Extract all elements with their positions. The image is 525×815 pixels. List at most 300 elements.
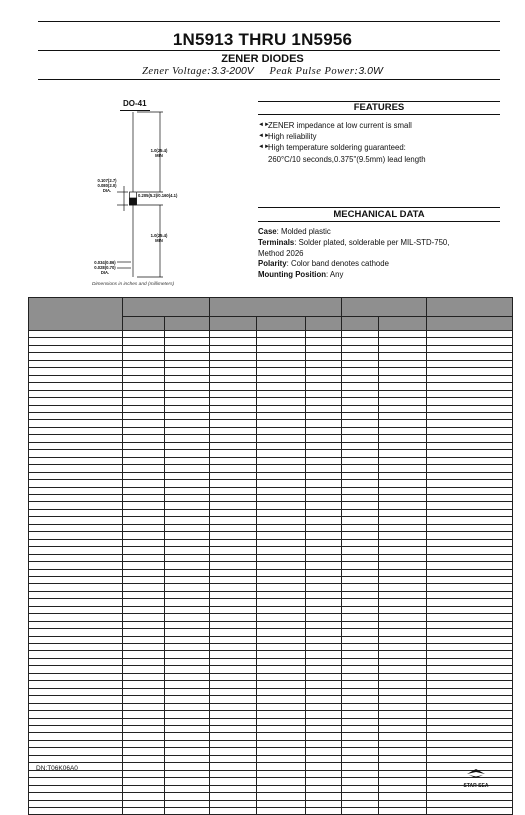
table-cell bbox=[427, 733, 513, 740]
table-row bbox=[29, 808, 513, 815]
table-cell bbox=[123, 696, 165, 703]
table-cell bbox=[379, 368, 427, 375]
table-cell bbox=[427, 368, 513, 375]
table-cell bbox=[306, 427, 342, 434]
table-row bbox=[29, 345, 513, 352]
table-cell bbox=[306, 487, 342, 494]
table-cell bbox=[29, 539, 123, 546]
table-cell bbox=[379, 427, 427, 434]
table-row bbox=[29, 644, 513, 651]
table-cell bbox=[427, 398, 513, 405]
table-cell bbox=[123, 785, 165, 792]
table-header-row bbox=[29, 298, 513, 317]
table-cell bbox=[29, 487, 123, 494]
table-cell bbox=[306, 606, 342, 613]
table-cell bbox=[210, 785, 257, 792]
table-cell bbox=[427, 480, 513, 487]
table-cell bbox=[342, 338, 379, 345]
table-cell bbox=[306, 614, 342, 621]
mech-case: Case: Molded plastic bbox=[258, 227, 331, 236]
table-cell bbox=[342, 465, 379, 472]
table-cell bbox=[165, 457, 210, 464]
table-cell bbox=[123, 584, 165, 591]
table-cell bbox=[123, 808, 165, 815]
table-cell bbox=[379, 629, 427, 636]
table-cell bbox=[123, 331, 165, 338]
table-cell bbox=[379, 591, 427, 598]
table-cell bbox=[342, 793, 379, 800]
table-cell bbox=[210, 480, 257, 487]
table-cell bbox=[306, 778, 342, 785]
mechanical-bottom-rule bbox=[258, 221, 500, 222]
page-title: 1N5913 THRU 1N5956 bbox=[172, 30, 353, 49]
table-cell bbox=[165, 748, 210, 755]
table-cell bbox=[29, 606, 123, 613]
dimension-caption: Dimensions in inches and (millimeters) bbox=[92, 282, 175, 287]
table-cell bbox=[123, 494, 165, 501]
table-cell bbox=[165, 800, 210, 807]
table-cell bbox=[257, 338, 306, 345]
table-cell bbox=[342, 591, 379, 598]
table-cell bbox=[29, 480, 123, 487]
table-cell bbox=[379, 599, 427, 606]
table-cell bbox=[379, 472, 427, 479]
table-cell bbox=[427, 532, 513, 539]
table-cell bbox=[165, 517, 210, 524]
table-cell bbox=[427, 405, 513, 412]
table-cell bbox=[29, 398, 123, 405]
table-cell bbox=[210, 629, 257, 636]
table-cell bbox=[427, 793, 513, 800]
table-cell bbox=[306, 584, 342, 591]
table-cell bbox=[379, 644, 427, 651]
mechanical-heading: MECHANICAL DATA bbox=[333, 209, 425, 220]
table-cell bbox=[123, 435, 165, 442]
table-cell bbox=[342, 420, 379, 427]
table-cell bbox=[210, 808, 257, 815]
table-cell bbox=[257, 442, 306, 449]
table-cell bbox=[306, 435, 342, 442]
voltage-value: 3.3-200V bbox=[211, 65, 254, 77]
table-row bbox=[29, 502, 513, 509]
table-cell bbox=[379, 606, 427, 613]
table-cell bbox=[123, 636, 165, 643]
table-cell bbox=[342, 472, 379, 479]
table-cell bbox=[165, 703, 210, 710]
table-cell bbox=[379, 770, 427, 777]
table-cell bbox=[257, 360, 306, 367]
package-name: DO-41 bbox=[123, 99, 147, 108]
table-cell bbox=[29, 793, 123, 800]
table-cell bbox=[165, 502, 210, 509]
table-cell bbox=[306, 629, 342, 636]
table-cell bbox=[210, 763, 257, 770]
table-cell bbox=[210, 353, 257, 360]
table-cell bbox=[427, 487, 513, 494]
table-cell bbox=[210, 345, 257, 352]
table-cell bbox=[165, 755, 210, 762]
table-cell bbox=[342, 562, 379, 569]
table-cell bbox=[123, 420, 165, 427]
table-cell bbox=[210, 554, 257, 561]
table-cell bbox=[342, 703, 379, 710]
table-cell bbox=[165, 353, 210, 360]
table-cell bbox=[165, 405, 210, 412]
table-cell bbox=[210, 383, 257, 390]
table-cell bbox=[210, 658, 257, 665]
table-cell bbox=[165, 494, 210, 501]
table-cell bbox=[29, 666, 123, 673]
table-cell bbox=[165, 681, 210, 688]
table-cell bbox=[342, 711, 379, 718]
table-cell bbox=[257, 502, 306, 509]
table-cell bbox=[379, 360, 427, 367]
table-cell bbox=[342, 457, 379, 464]
bullet-arrow-icon: ◄► bbox=[258, 122, 270, 128]
table-cell bbox=[29, 755, 123, 762]
table-cell bbox=[165, 599, 210, 606]
table-cell bbox=[306, 636, 342, 643]
table-cell bbox=[123, 614, 165, 621]
table-cell bbox=[427, 509, 513, 516]
table-row bbox=[29, 338, 513, 345]
table-cell bbox=[210, 532, 257, 539]
table-cell bbox=[342, 517, 379, 524]
table-cell bbox=[427, 726, 513, 733]
table-cell bbox=[123, 383, 165, 390]
table-row bbox=[29, 487, 513, 494]
table-cell bbox=[427, 644, 513, 651]
table-cell bbox=[29, 785, 123, 792]
table-row bbox=[29, 368, 513, 375]
table-cell bbox=[342, 450, 379, 457]
table-cell bbox=[29, 360, 123, 367]
table-cell bbox=[306, 390, 342, 397]
table-row bbox=[29, 658, 513, 665]
table-cell bbox=[306, 398, 342, 405]
table-cell bbox=[165, 673, 210, 680]
table-cell bbox=[210, 718, 257, 725]
table-cell bbox=[165, 569, 210, 576]
table-cell bbox=[427, 502, 513, 509]
table-header-cell bbox=[165, 317, 210, 331]
table-cell bbox=[123, 576, 165, 583]
table-row bbox=[29, 606, 513, 613]
table-row bbox=[29, 450, 513, 457]
table-cell bbox=[257, 472, 306, 479]
table-cell bbox=[342, 688, 379, 695]
table-cell bbox=[306, 472, 342, 479]
table-cell bbox=[342, 770, 379, 777]
table-cell bbox=[379, 763, 427, 770]
table-cell bbox=[342, 480, 379, 487]
table-cell bbox=[257, 614, 306, 621]
table-cell bbox=[306, 644, 342, 651]
table-cell bbox=[257, 755, 306, 762]
table-cell bbox=[210, 457, 257, 464]
table-cell bbox=[257, 681, 306, 688]
table-cell bbox=[342, 651, 379, 658]
table-cell bbox=[29, 547, 123, 554]
table-cell bbox=[427, 390, 513, 397]
table-cell bbox=[123, 554, 165, 561]
table-row bbox=[29, 457, 513, 464]
table-cell bbox=[379, 621, 427, 628]
table-cell bbox=[306, 591, 342, 598]
table-row bbox=[29, 576, 513, 583]
table-cell bbox=[123, 629, 165, 636]
table-row bbox=[29, 554, 513, 561]
table-cell bbox=[257, 539, 306, 546]
table-cell bbox=[379, 778, 427, 785]
table-cell bbox=[427, 688, 513, 695]
table-cell bbox=[427, 547, 513, 554]
table-cell bbox=[306, 748, 342, 755]
table-cell bbox=[257, 435, 306, 442]
table-cell bbox=[427, 651, 513, 658]
table-cell bbox=[379, 465, 427, 472]
table-cell bbox=[342, 345, 379, 352]
table-cell bbox=[306, 524, 342, 531]
table-cell bbox=[165, 576, 210, 583]
feature-item: ◄► ZENER impedance at low current is small bbox=[258, 121, 412, 130]
table-cell bbox=[165, 688, 210, 695]
table-cell bbox=[210, 688, 257, 695]
table-cell bbox=[29, 405, 123, 412]
table-cell bbox=[123, 509, 165, 516]
mechanical-top-rule bbox=[258, 207, 500, 208]
table-cell bbox=[257, 651, 306, 658]
table-cell bbox=[257, 688, 306, 695]
table-cell bbox=[29, 450, 123, 457]
table-cell bbox=[427, 606, 513, 613]
table-cell bbox=[257, 420, 306, 427]
table-cell bbox=[210, 360, 257, 367]
table-cell bbox=[165, 778, 210, 785]
table-cell bbox=[306, 405, 342, 412]
table-cell bbox=[257, 554, 306, 561]
table-cell bbox=[342, 502, 379, 509]
table-cell bbox=[379, 390, 427, 397]
table-header-cell bbox=[306, 317, 342, 331]
table-cell bbox=[257, 375, 306, 382]
table-cell bbox=[29, 711, 123, 718]
table-cell bbox=[210, 539, 257, 546]
table-cell bbox=[210, 614, 257, 621]
table-cell bbox=[29, 442, 123, 449]
table-cell bbox=[123, 442, 165, 449]
table-cell bbox=[257, 763, 306, 770]
table-cell bbox=[165, 412, 210, 419]
table-cell bbox=[257, 629, 306, 636]
table-cell bbox=[29, 331, 123, 338]
table-cell bbox=[306, 651, 342, 658]
table-cell bbox=[379, 517, 427, 524]
table-cell bbox=[427, 375, 513, 382]
table-cell bbox=[306, 718, 342, 725]
table-cell bbox=[379, 748, 427, 755]
table-cell bbox=[210, 398, 257, 405]
table-header-cell bbox=[210, 298, 342, 317]
table-cell bbox=[306, 666, 342, 673]
table-cell bbox=[29, 614, 123, 621]
table-cell bbox=[123, 711, 165, 718]
table-cell bbox=[306, 696, 342, 703]
table-cell bbox=[165, 331, 210, 338]
table-cell bbox=[379, 338, 427, 345]
table-cell bbox=[379, 554, 427, 561]
table-cell bbox=[427, 465, 513, 472]
table-cell bbox=[379, 711, 427, 718]
table-cell bbox=[306, 480, 342, 487]
table-row bbox=[29, 740, 513, 747]
table-cell bbox=[257, 405, 306, 412]
table-row bbox=[29, 703, 513, 710]
table-cell bbox=[257, 532, 306, 539]
table-cell bbox=[342, 331, 379, 338]
table-cell bbox=[342, 442, 379, 449]
table-cell bbox=[210, 606, 257, 613]
table-cell bbox=[342, 673, 379, 680]
table-row bbox=[29, 532, 513, 539]
table-cell bbox=[123, 733, 165, 740]
table-cell bbox=[29, 778, 123, 785]
page-subtitle: ZENER DIODES bbox=[221, 53, 304, 65]
table-cell bbox=[379, 412, 427, 419]
table-cell bbox=[210, 331, 257, 338]
table-cell bbox=[165, 427, 210, 434]
table-cell bbox=[210, 733, 257, 740]
table-row bbox=[29, 517, 513, 524]
table-row bbox=[29, 673, 513, 680]
table-header-cell bbox=[379, 317, 427, 331]
table-cell bbox=[29, 636, 123, 643]
table-cell bbox=[123, 338, 165, 345]
table-cell bbox=[379, 442, 427, 449]
table-row bbox=[29, 494, 513, 501]
table-cell bbox=[342, 636, 379, 643]
table-cell bbox=[427, 673, 513, 680]
table-row bbox=[29, 636, 513, 643]
table-cell bbox=[257, 584, 306, 591]
table-cell bbox=[29, 621, 123, 628]
table-cell bbox=[427, 599, 513, 606]
table-cell bbox=[342, 584, 379, 591]
dim-lead-length-bottom: 1.0(25.4) MIN bbox=[150, 233, 168, 243]
features-bottom-rule bbox=[258, 114, 500, 115]
table-row bbox=[29, 681, 513, 688]
company-logo bbox=[458, 766, 494, 789]
table-cell bbox=[379, 688, 427, 695]
table-cell bbox=[257, 718, 306, 725]
table-cell bbox=[342, 599, 379, 606]
table-header-cell bbox=[210, 317, 257, 331]
table-cell bbox=[29, 435, 123, 442]
table-row bbox=[29, 360, 513, 367]
table-cell bbox=[342, 621, 379, 628]
table-cell bbox=[29, 562, 123, 569]
table-cell bbox=[165, 770, 210, 777]
table-cell bbox=[379, 658, 427, 665]
table-cell bbox=[306, 755, 342, 762]
table-cell bbox=[210, 375, 257, 382]
table-cell bbox=[306, 368, 342, 375]
table-cell bbox=[29, 517, 123, 524]
table-cell bbox=[379, 331, 427, 338]
table-cell bbox=[29, 808, 123, 815]
table-cell bbox=[306, 599, 342, 606]
table-cell bbox=[427, 353, 513, 360]
table-cell bbox=[306, 502, 342, 509]
table-cell bbox=[257, 778, 306, 785]
table-cell bbox=[379, 562, 427, 569]
table-cell bbox=[379, 569, 427, 576]
table-header-cell bbox=[257, 317, 306, 331]
logo-text: STAR SEA bbox=[463, 783, 489, 789]
table-row bbox=[29, 711, 513, 718]
table-cell bbox=[210, 703, 257, 710]
table-cell bbox=[165, 763, 210, 770]
table-cell bbox=[379, 532, 427, 539]
table-cell bbox=[427, 614, 513, 621]
table-cell bbox=[165, 338, 210, 345]
table-cell bbox=[29, 427, 123, 434]
table-cell bbox=[257, 696, 306, 703]
table-cell bbox=[123, 390, 165, 397]
table-cell bbox=[427, 576, 513, 583]
table-cell bbox=[29, 420, 123, 427]
table-cell bbox=[29, 703, 123, 710]
table-cell bbox=[257, 562, 306, 569]
table-cell bbox=[210, 427, 257, 434]
table-row bbox=[29, 793, 513, 800]
table-cell bbox=[210, 726, 257, 733]
table-row bbox=[29, 763, 513, 770]
table-cell bbox=[379, 696, 427, 703]
package-name-underline bbox=[120, 110, 150, 111]
table-cell bbox=[210, 599, 257, 606]
table-cell bbox=[342, 644, 379, 651]
table-cell bbox=[123, 644, 165, 651]
table-cell bbox=[379, 800, 427, 807]
table-cell bbox=[306, 331, 342, 338]
table-cell bbox=[257, 748, 306, 755]
table-cell bbox=[257, 383, 306, 390]
table-cell bbox=[427, 457, 513, 464]
table-cell bbox=[165, 793, 210, 800]
table-cell bbox=[427, 338, 513, 345]
table-cell bbox=[257, 800, 306, 807]
table-cell bbox=[379, 398, 427, 405]
table-cell bbox=[306, 740, 342, 747]
table-row bbox=[29, 420, 513, 427]
table-cell bbox=[29, 591, 123, 598]
table-cell bbox=[210, 711, 257, 718]
table-cell bbox=[379, 435, 427, 442]
table-cell bbox=[427, 562, 513, 569]
table-cell bbox=[257, 465, 306, 472]
table-cell bbox=[427, 636, 513, 643]
table-cell bbox=[123, 778, 165, 785]
table-cell bbox=[379, 673, 427, 680]
mechanical-data bbox=[258, 227, 503, 281]
table-cell bbox=[123, 800, 165, 807]
table-cell bbox=[123, 718, 165, 725]
table-cell bbox=[427, 740, 513, 747]
table-cell bbox=[257, 547, 306, 554]
table-row bbox=[29, 748, 513, 755]
table-cell bbox=[342, 398, 379, 405]
